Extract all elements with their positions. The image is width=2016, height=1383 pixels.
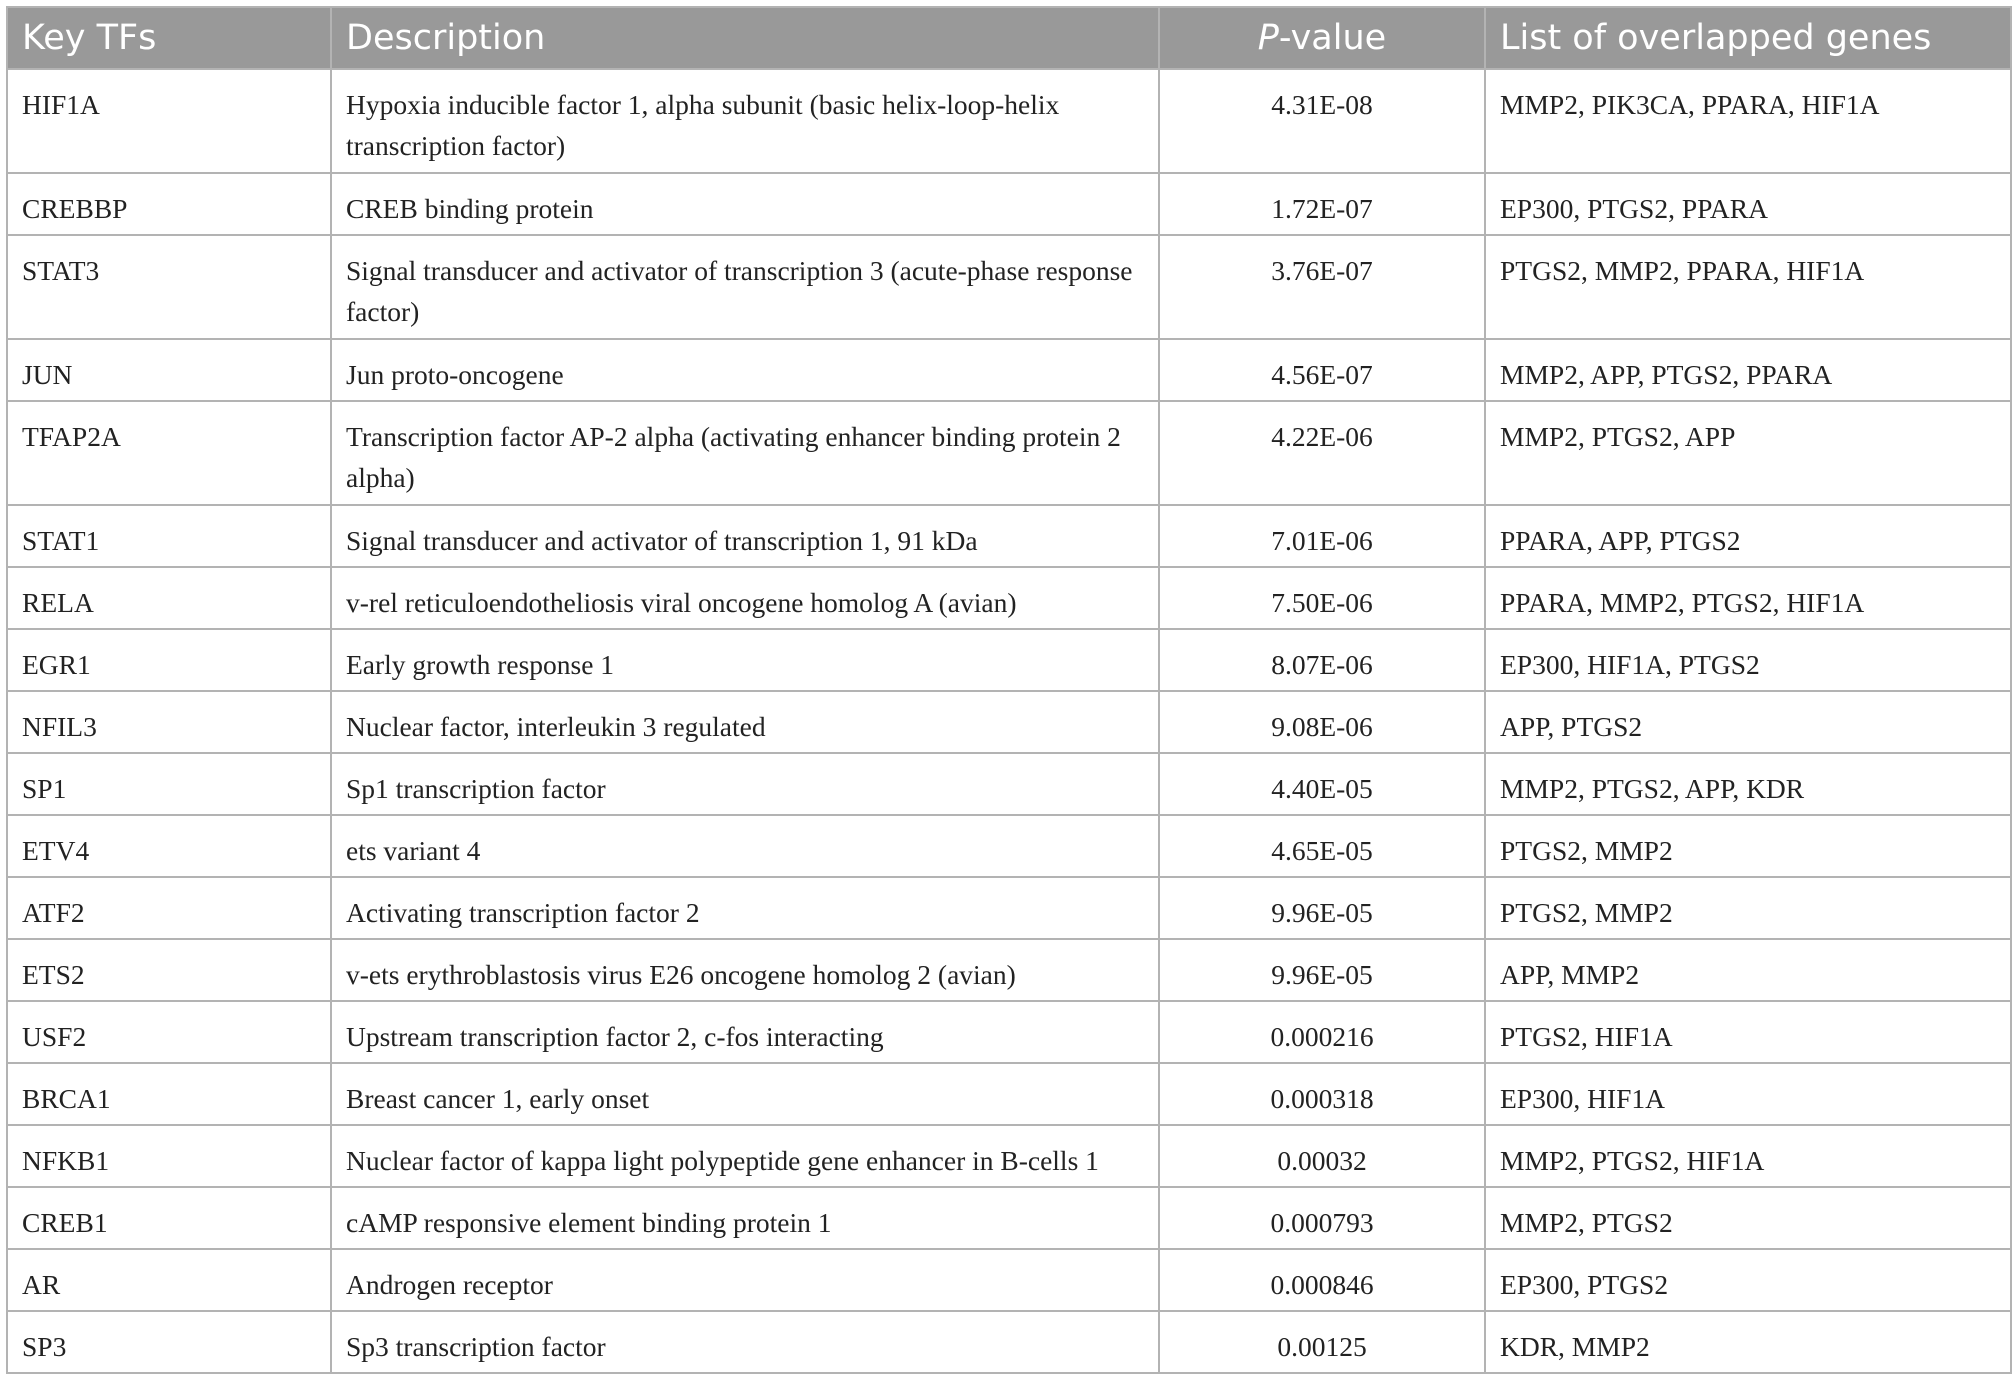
- cell-tf: EGR1: [7, 629, 331, 691]
- cell-description: Sp3 transcription factor: [331, 1311, 1159, 1373]
- cell-tf: USF2: [7, 1001, 331, 1063]
- cell-tf: BRCA1: [7, 1063, 331, 1125]
- cell-p-value: 9.96E-05: [1159, 877, 1485, 939]
- table-row: [7, 505, 2011, 567]
- cell-p-value: 0.00125: [1159, 1311, 1485, 1373]
- cell-p-value: 7.01E-06: [1159, 505, 1485, 567]
- cell-p-value: 0.000216: [1159, 1001, 1485, 1063]
- header-description: Description: [331, 7, 1159, 69]
- tf-table-container: [6, 6, 2010, 1374]
- cell-genes: APP, MMP2: [1485, 939, 2011, 1001]
- cell-tf: ATF2: [7, 877, 331, 939]
- cell-genes: KDR, MMP2: [1485, 1311, 2011, 1373]
- cell-tf: STAT1: [7, 505, 331, 567]
- table-row: [7, 173, 2011, 235]
- cell-p-value: 3.76E-07: [1159, 235, 1485, 339]
- table-header: [7, 7, 2011, 69]
- cell-genes: MMP2, PTGS2, HIF1A: [1485, 1125, 2011, 1187]
- cell-genes: PPARA, MMP2, PTGS2, HIF1A: [1485, 567, 2011, 629]
- cell-description: Signal transducer and activator of transcription 3 (acute-phase response factor): [331, 235, 1159, 339]
- cell-p-value: 0.000318: [1159, 1063, 1485, 1125]
- table-row: [7, 877, 2011, 939]
- cell-p-value: 0.000793: [1159, 1187, 1485, 1249]
- table-row: [7, 753, 2011, 815]
- table-row: [7, 69, 2011, 173]
- table-body: [7, 69, 2011, 1373]
- table-row: [7, 815, 2011, 877]
- table-row: [7, 1311, 2011, 1373]
- cell-description: cAMP responsive element binding protein 1: [331, 1187, 1159, 1249]
- cell-tf: SP1: [7, 753, 331, 815]
- cell-genes: MMP2, PIK3CA, PPARA, HIF1A: [1485, 69, 2011, 173]
- cell-description: Breast cancer 1, early onset: [331, 1063, 1159, 1125]
- cell-tf: TFAP2A: [7, 401, 331, 505]
- cell-p-value: 7.50E-06: [1159, 567, 1485, 629]
- cell-tf: HIF1A: [7, 69, 331, 173]
- cell-tf: SP3: [7, 1311, 331, 1373]
- table-row: [7, 939, 2011, 1001]
- table-row: [7, 339, 2011, 401]
- header-key-tfs: Key TFs: [7, 7, 331, 69]
- cell-description: Early growth response 1: [331, 629, 1159, 691]
- cell-genes: PTGS2, MMP2: [1485, 815, 2011, 877]
- header-genes: List of overlapped genes: [1485, 7, 2011, 69]
- cell-description: Nuclear factor, interleukin 3 regulated: [331, 691, 1159, 753]
- table-row: [7, 1125, 2011, 1187]
- cell-tf: ETV4: [7, 815, 331, 877]
- table-row: [7, 1001, 2011, 1063]
- cell-description: Androgen receptor: [331, 1249, 1159, 1311]
- cell-genes: PTGS2, HIF1A: [1485, 1001, 2011, 1063]
- cell-description: Sp1 transcription factor: [331, 753, 1159, 815]
- cell-tf: JUN: [7, 339, 331, 401]
- cell-p-value: 9.96E-05: [1159, 939, 1485, 1001]
- cell-p-value: 0.000846: [1159, 1249, 1485, 1311]
- table-row: [7, 1249, 2011, 1311]
- cell-description: v-ets erythroblastosis virus E26 oncogene homolog 2 (avian): [331, 939, 1159, 1001]
- cell-tf: RELA: [7, 567, 331, 629]
- cell-tf: STAT3: [7, 235, 331, 339]
- tf-table: [6, 6, 2012, 1374]
- cell-p-value: 4.65E-05: [1159, 815, 1485, 877]
- cell-p-value: 8.07E-06: [1159, 629, 1485, 691]
- table-row: [7, 629, 2011, 691]
- cell-genes: EP300, PTGS2: [1485, 1249, 2011, 1311]
- cell-p-value: 1.72E-07: [1159, 173, 1485, 235]
- cell-tf: AR: [7, 1249, 331, 1311]
- cell-description: Nuclear factor of kappa light polypeptide gene enhancer in B-cells 1: [331, 1125, 1159, 1187]
- cell-description: Activating transcription factor 2: [331, 877, 1159, 939]
- cell-p-value: 4.40E-05: [1159, 753, 1485, 815]
- cell-genes: PTGS2, MMP2, PPARA, HIF1A: [1485, 235, 2011, 339]
- cell-p-value: 4.22E-06: [1159, 401, 1485, 505]
- table-row: [7, 567, 2011, 629]
- cell-description: Upstream transcription factor 2, c-fos interacting: [331, 1001, 1159, 1063]
- cell-genes: EP300, PTGS2, PPARA: [1485, 173, 2011, 235]
- cell-p-value: 4.56E-07: [1159, 339, 1485, 401]
- cell-description: v-rel reticuloendotheliosis viral oncogene homolog A (avian): [331, 567, 1159, 629]
- table-row: [7, 235, 2011, 339]
- cell-genes: MMP2, PTGS2, APP, KDR: [1485, 753, 2011, 815]
- table-row: [7, 691, 2011, 753]
- cell-genes: PTGS2, MMP2: [1485, 877, 2011, 939]
- table-row: [7, 1063, 2011, 1125]
- header-row: [7, 7, 2011, 69]
- cell-genes: EP300, HIF1A, PTGS2: [1485, 629, 2011, 691]
- cell-genes: MMP2, PTGS2, APP: [1485, 401, 2011, 505]
- cell-genes: MMP2, APP, PTGS2, PPARA: [1485, 339, 2011, 401]
- cell-tf: NFKB1: [7, 1125, 331, 1187]
- header-p-value: [1159, 7, 1485, 69]
- cell-description: Transcription factor AP-2 alpha (activating enhancer binding protein 2 alpha): [331, 401, 1159, 505]
- cell-description: CREB binding protein: [331, 173, 1159, 235]
- cell-genes: MMP2, PTGS2: [1485, 1187, 2011, 1249]
- cell-description: Jun proto-oncogene: [331, 339, 1159, 401]
- table-row: [7, 401, 2011, 505]
- cell-genes: APP, PTGS2: [1485, 691, 2011, 753]
- table-row: [7, 1187, 2011, 1249]
- cell-p-value: 4.31E-08: [1159, 69, 1485, 173]
- cell-tf: ETS2: [7, 939, 331, 1001]
- cell-genes: PPARA, APP, PTGS2: [1485, 505, 2011, 567]
- header-p-value-italic: P: [1257, 18, 1279, 58]
- cell-description: ets variant 4: [331, 815, 1159, 877]
- cell-description: Signal transducer and activator of transcription 1, 91 kDa: [331, 505, 1159, 567]
- cell-p-value: 9.08E-06: [1159, 691, 1485, 753]
- cell-tf: CREBBP: [7, 173, 331, 235]
- cell-description: Hypoxia inducible factor 1, alpha subunit (basic helix-loop-helix transcription factor): [331, 69, 1159, 173]
- cell-p-value: 0.00032: [1159, 1125, 1485, 1187]
- cell-tf: CREB1: [7, 1187, 331, 1249]
- cell-genes: EP300, HIF1A: [1485, 1063, 2011, 1125]
- cell-tf: NFIL3: [7, 691, 331, 753]
- header-p-value-rest: -value: [1278, 18, 1387, 58]
